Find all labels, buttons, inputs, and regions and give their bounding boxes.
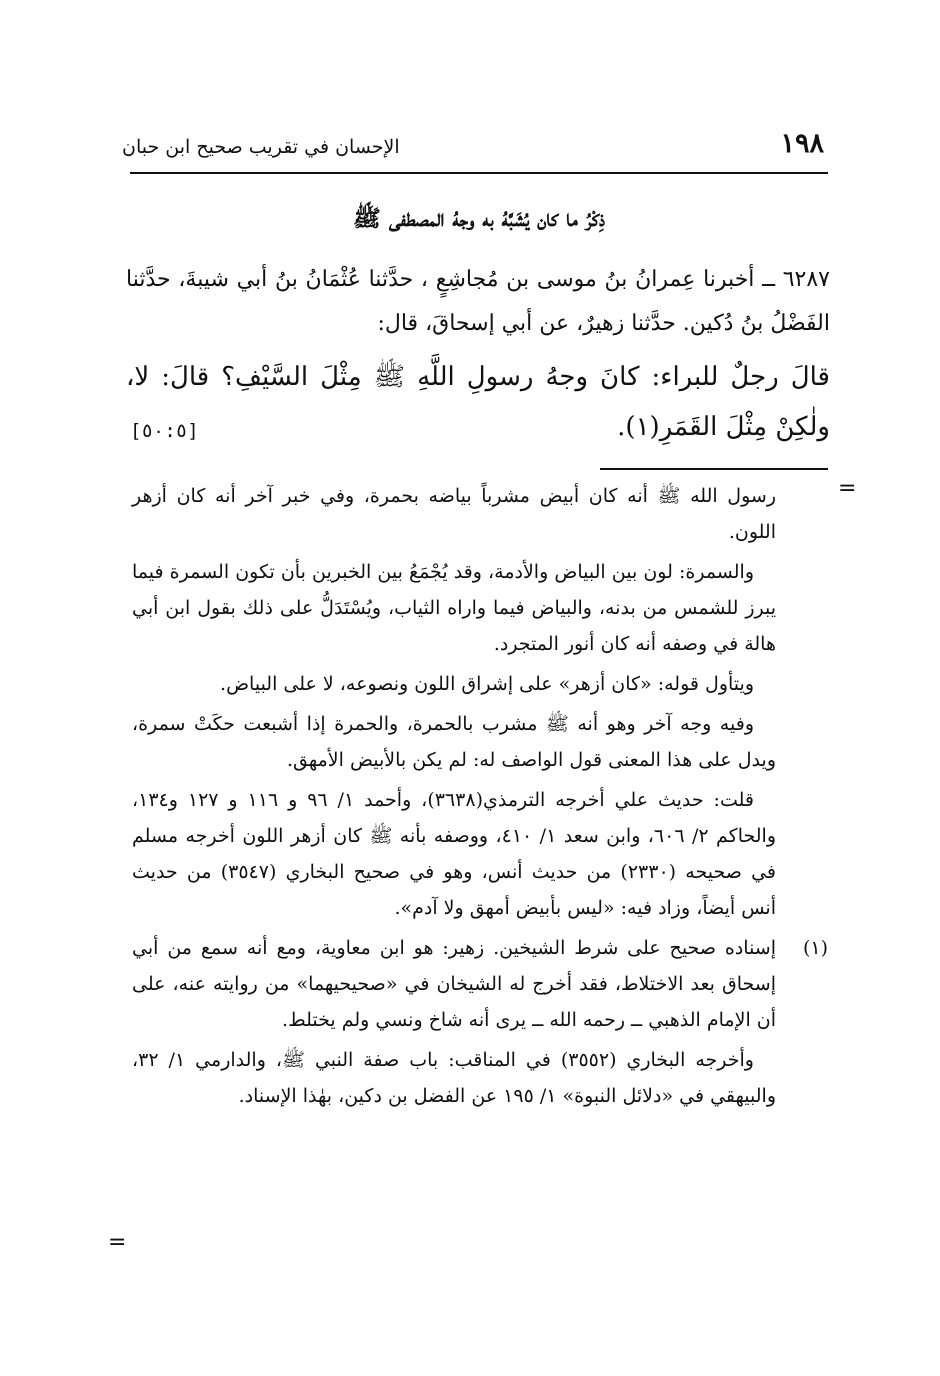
hadith-text (126, 258, 830, 452)
footnote-1 (132, 930, 828, 1114)
continuation-mark-bottom: = (108, 1230, 127, 1255)
page-number: ١٩٨ (780, 128, 824, 159)
page-header (116, 122, 828, 174)
hadith-matn: قالَ رجلٌ للبراء: كانَ وجهُ رسولِ اللَّهِ ﷺ مِثْلَ السَّيْفِ؟ قالَ: لا، ولٰكِنْ مِثْلَ القَمَرِ(١). (126, 362, 830, 442)
footnote-number: (١) (802, 937, 828, 959)
hadith-reference: [٥٠:٥] (130, 420, 199, 442)
footnote-separator (600, 468, 828, 470)
hadith-isnad: ٦٢٨٧ ــ أخبرنا عِمرانُ بنُ موسى بن مُجاشِعٍ ، حدَّثنا عُثْمَانُ بنُ أبي شيبةَ، حدَّثنا الفَضْلُ بنُ دُكين. حدَّثنا زهيرٌ، عن أبي إسحاقَ، قال: (126, 267, 830, 336)
header-rule (130, 172, 828, 174)
footnote-paragraph: إسناده صحيح على شرط الشيخين. زهير: هو ابن معاوية، ومع أنه سمع من أبي إسحاق بعد الاختلاط، فقد أخرج له الشيخان في «صحيحيهما» من روايته عنه، على أن الإمام الذهبي ــ رحمه الله ــ يرى أنه شاخ ونسي ولم يختلط. (132, 937, 776, 1031)
note-paragraph: والسمرة: لون بين البياض والأدمة، وقد يُجْمَعُ بين الخبرين بأن تكون السمرة فيما يبرز للشمس من بدنه، والبياض فيما واراه الثياب، ويُسْتَدَلُّ على ذلك بقول ابن أبي هالة في وصفه أنه كان أنور المتجرد. (132, 561, 776, 655)
footnotes (132, 478, 828, 1118)
note-paragraph: وفيه وجه آخر وهو أنه ﷺ مشرب بالحمرة، والحمرة إذا أشبعت حكَتْ سمرة، ويدل على هذا المعنى قول الواصف له: لم يكن بالأبيض الأمهق. (132, 713, 776, 771)
continuation-mark-top: = (838, 476, 857, 501)
note-paragraph: ويتأول قوله: «كان أزهر» على إشراق اللون ونصوعه، لا على البياض. (220, 673, 754, 695)
section-title: ذِكْرُ ما كان يُشَبَّهُ به وجهُ المصطفى ﷺ (353, 205, 605, 232)
note-paragraph: قلت: حديث علي أخرجه الترمذي(٣٦٣٨)، وأحمد ١/ ٩٦ و ١١٦ و ١٢٧ و١٣٤، والحاكم ٢/ ٦٠٦، وابن سعد ١/ ٤١٠، ووصفه بأنه ﷺ كان أزهر اللون أخرجه مسلم في صحيحه (٢٣٣٠) من حديث أنس، وهو في صحيح البخاري (٣٥٤٧) من حديث أنس أيضاً، وزاد فيه: «ليس بأبيض أمهق ولا آدم». (132, 789, 776, 919)
running-title: الإحسان في تقريب صحيح ابن حبان (122, 136, 400, 158)
note-paragraph: رسول الله ﷺ أنه كان أبيض مشرباً بياضه بحمرة، وفي خبر آخر أنه كان أزهر اللون. (132, 485, 776, 543)
footnote-paragraph: وأخرجه البخاري (٣٥٥٢) في المناقب: باب صفة النبي ﷺ، والدارمي ١/ ٣٢، والبيهقي في «دلائل النبوة» ١/ ١٩٥ عن الفضل بن دكين، بهٰذا الإسناد. (132, 1049, 776, 1107)
